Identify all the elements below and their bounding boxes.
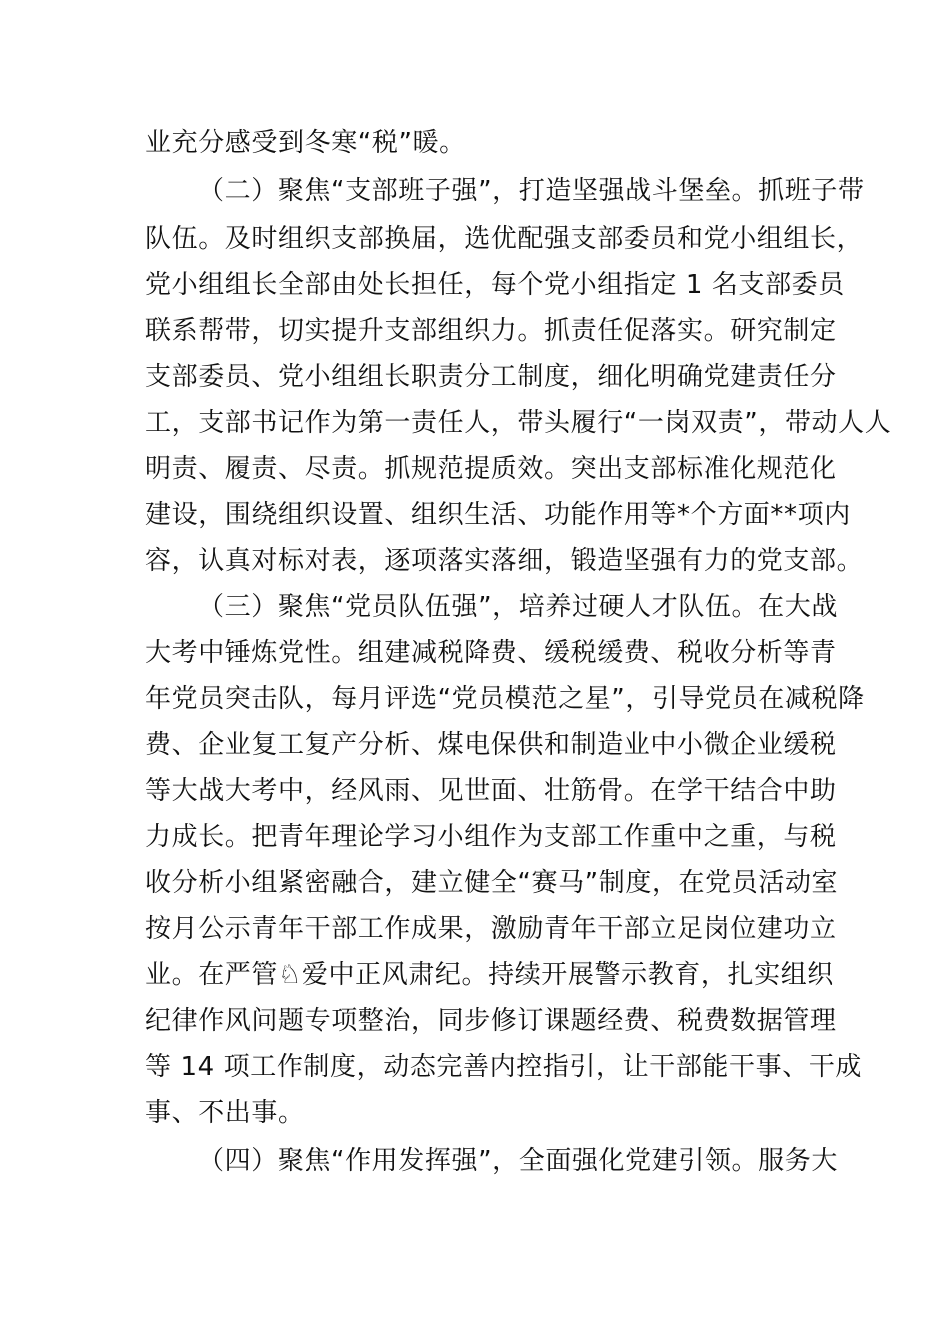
- text-line: 纪律作风问题专项整治，同步修订课题经费、税费数据管理: [145, 1006, 837, 1036]
- text-line: 容，认真对标对表，逐项落实落细，锻造坚强有力的党支部。: [145, 546, 864, 576]
- text-line: 按月公示青年干部工作成果，激励青年干部立足岗位建功立: [145, 914, 837, 944]
- text-line: 力成长。把青年理论学习小组作为支部工作重中之重，与税: [145, 822, 837, 852]
- text-line: 明责、履责、尽责。抓规范提质效。突出支部标准化规范化: [145, 454, 837, 484]
- text-line: 大考中锤炼党性。组建减税降费、缓税缓费、税收分析等青: [145, 638, 837, 668]
- text-line: 工，支部书记作为第一责任人，带头履行“一岗双责”，带动人人: [145, 408, 892, 438]
- text-line: 联系帮带，切实提升支部组织力。抓责任促落实。研究制定: [145, 316, 837, 346]
- text-line: 党小组组长全部由处长担任，每个党小组指定 1 名支部委员: [145, 270, 845, 300]
- text-line: 费、企业复工复产分析、煤电保供和制造业中小微企业缓税: [145, 730, 837, 760]
- text-line: 等大战大考中，经风雨、见世面、壮筋骨。在学干结合中助: [145, 776, 837, 806]
- section-heading-2: （二）聚焦“支部班子强”，打造坚强战斗堡垒。抓班子带: [198, 176, 865, 206]
- text-line: 业充分感受到冬寒“税”暖。: [145, 128, 466, 158]
- section-heading-3: （三）聚焦“党员队伍强”，培养过硬人才队伍。在大战: [198, 592, 838, 622]
- text-line: 队伍。及时组织支部换届，选优配强支部委员和党小组组长，: [145, 224, 864, 254]
- text-line: 收分析小组紧密融合，建立健全“赛马”制度，在党员活动室: [145, 868, 839, 898]
- text-line: 等 14 项工作制度，动态完善内控指引，让干部能干事、干成: [145, 1052, 863, 1082]
- text-line: 事、不出事。: [145, 1098, 305, 1128]
- section-heading-4: （四）聚焦“作用发挥强”，全面强化党建引领。服务大: [198, 1146, 838, 1176]
- text-line: 业。在严管♘爱中正风肃纪。持续开展警示教育，扎实组织: [145, 960, 834, 990]
- text-line: 年党员突击队，每月评选“党员模范之星”，引导党员在减税降: [145, 684, 865, 714]
- text-line: 建设，围绕组织设置、组织生活、功能作用等*个方面**项内: [145, 500, 851, 530]
- text-line: 支部委员、党小组组长职责分工制度，细化明确党建责任分: [145, 362, 837, 392]
